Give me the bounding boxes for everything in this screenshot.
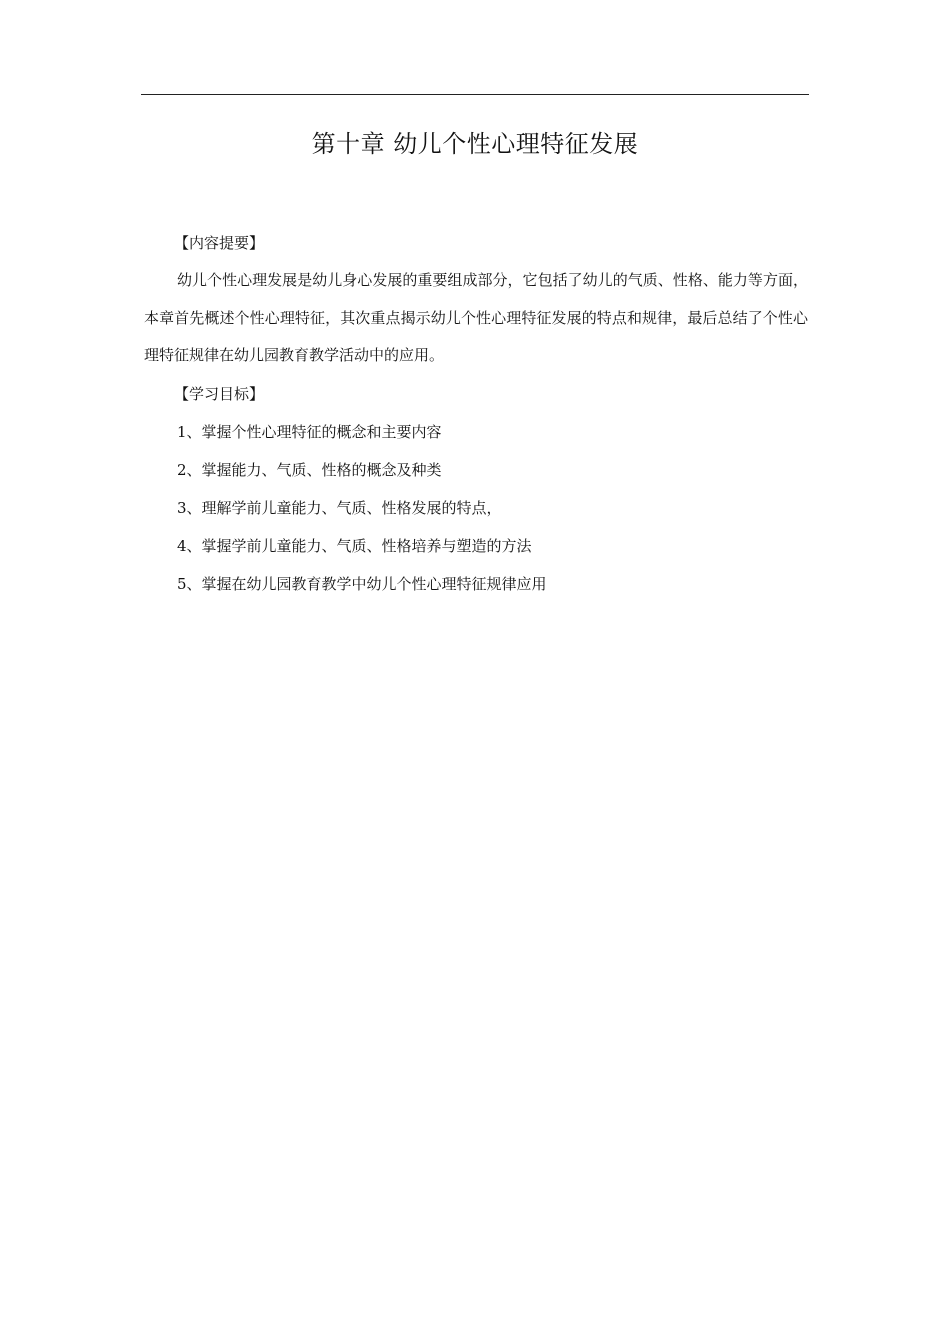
objective-item: 4、掌握学前儿童能力、气质、性格培养与塑造的方法 xyxy=(177,536,532,555)
objective-item: 3、理解学前儿童能力、气质、性格发展的特点， xyxy=(177,498,502,517)
chapter-content xyxy=(144,224,808,603)
summary-paragraph: 幼儿个性心理发展是幼儿身心发展的重要组成部分，它包括了幼儿的气质、性格、能力等方面，本章首先概述个性心理特征，其次重点揭示幼儿个性心理特征发展的特点和规律，最后总结了个性心理特征规律在幼儿园教育教学活动中的应用。 xyxy=(144,271,808,364)
objective-item: 5、掌握在幼儿园教育教学中幼儿个性心理特征规律应用 xyxy=(177,574,547,593)
objectives-list xyxy=(144,413,808,603)
objective-item: 2、掌握能力、气质、性格的概念及种类 xyxy=(177,460,442,479)
summary-heading: 【内容提要】 xyxy=(174,234,265,252)
header-rule xyxy=(141,94,809,95)
objective-item: 1、掌握个性心理特征的概念和主要内容 xyxy=(177,422,442,441)
chapter-title: 第十章 幼儿个性心理特征发展 xyxy=(311,130,639,158)
objectives-heading: 【学习目标】 xyxy=(174,384,265,403)
